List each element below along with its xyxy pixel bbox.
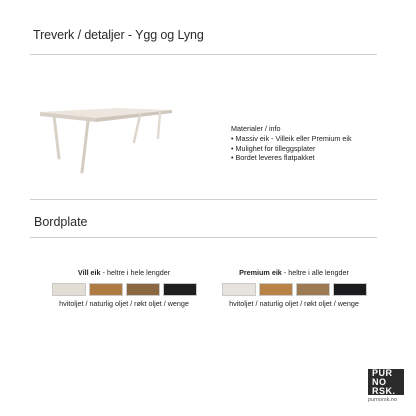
swatch-rokt-oljet <box>126 283 160 296</box>
section-title: Bordplate <box>34 215 88 229</box>
group-desc: - heltre i hele lengder <box>100 268 171 277</box>
swatch-row <box>44 283 204 296</box>
title-divider <box>30 54 377 55</box>
swatch-wenge <box>333 283 367 296</box>
logo-line: PUR <box>372 367 393 378</box>
swatch-rokt-oljet <box>296 283 330 296</box>
logo-line: NO <box>372 376 387 387</box>
swatch-wenge <box>163 283 197 296</box>
group-desc: - heltre i alle lengder <box>281 268 349 277</box>
swatch-names: hvitoljet / naturlig oljet / røkt oljet / wenge <box>59 299 189 308</box>
swatch-naturlig-oljet <box>259 283 293 296</box>
group-name: Vill eik <box>77 268 101 277</box>
info-heading: Materialer / info <box>231 124 281 133</box>
wood-group-premium-eik <box>214 268 374 308</box>
swatch-hvitoljet <box>52 283 86 296</box>
materials-info <box>231 124 352 163</box>
section-divider-bottom <box>30 237 377 238</box>
swatch-names: hvitoljet / naturlig oljet / røkt oljet / wenge <box>229 299 359 308</box>
group-caption <box>214 268 374 277</box>
wood-group-vill-eik <box>44 268 204 308</box>
group-caption <box>44 268 204 277</box>
info-item: • Bordet leveres flatpakket <box>231 153 315 163</box>
page-title: Treverk / detaljer - Ygg og Lyng <box>33 28 204 42</box>
logo-url: purnorsk.no <box>368 397 398 403</box>
logo-line: RSK. <box>372 385 396 396</box>
table-image <box>32 100 182 180</box>
swatch-row <box>214 283 374 296</box>
swatch-naturlig-oljet <box>89 283 123 296</box>
purnorsk-logo <box>368 369 404 395</box>
swatch-hvitoljet <box>222 283 256 296</box>
info-item: • Mulighet for tilleggsplater <box>231 143 316 153</box>
info-item: • Massiv eik - Villeik eller Premium eik <box>231 134 352 144</box>
section-divider-top <box>30 199 377 200</box>
group-name: Premium eik <box>239 268 282 277</box>
